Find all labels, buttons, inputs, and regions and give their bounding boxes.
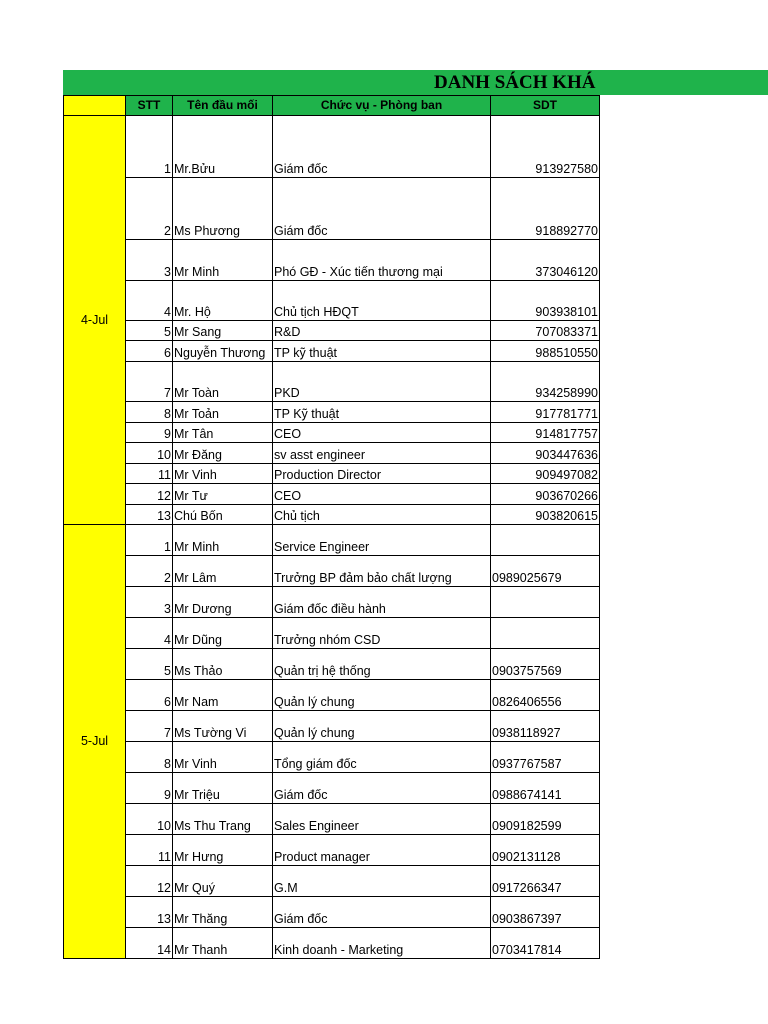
table-row — [64, 525, 600, 556]
name-cell: Mr Thăng — [173, 897, 273, 928]
name-cell: Mr Toản — [173, 402, 273, 423]
name-cell: Mr Tân — [173, 423, 273, 443]
name-cell: Mr. Hộ — [173, 281, 273, 321]
table-row — [64, 897, 600, 928]
name-cell: Nguyễn Thương — [173, 341, 273, 362]
name-cell: Mr Vinh — [173, 464, 273, 484]
name-cell: Mr Sang — [173, 321, 273, 341]
phone-cell: 913927580 — [491, 116, 600, 178]
phone-cell: 918892770 — [491, 178, 600, 240]
table-row — [64, 866, 600, 897]
phone-cell: 909497082 — [491, 464, 600, 484]
table-row — [64, 341, 600, 362]
stt-cell: 11 — [126, 835, 173, 866]
position-cell: Phó GĐ - Xúc tiến thương mại — [273, 240, 491, 281]
table-row — [64, 680, 600, 711]
phone-cell: 903670266 — [491, 484, 600, 505]
table-row — [64, 116, 600, 178]
position-cell: Chủ tịch — [273, 505, 491, 525]
position-cell: TP kỹ thuật — [273, 341, 491, 362]
stt-cell: 3 — [126, 587, 173, 618]
stt-cell: 13 — [126, 897, 173, 928]
name-cell: Mr Nam — [173, 680, 273, 711]
table-row — [64, 556, 600, 587]
name-cell: Mr.Bửu — [173, 116, 273, 178]
sheet-title: DANH SÁCH KHÁ — [434, 72, 596, 93]
stt-cell: 9 — [126, 423, 173, 443]
stt-cell: 14 — [126, 928, 173, 959]
header-date-cell — [64, 96, 126, 116]
stt-cell: 6 — [126, 680, 173, 711]
stt-cell: 1 — [126, 525, 173, 556]
header-name: Tên đầu mối — [173, 96, 273, 116]
name-cell: Ms Tường Vi — [173, 711, 273, 742]
table-row — [64, 402, 600, 423]
name-cell: Mr Tư — [173, 484, 273, 505]
table-row — [64, 443, 600, 464]
header-row — [64, 96, 600, 116]
position-cell: Kinh doanh - Marketing — [273, 928, 491, 959]
phone-cell — [491, 618, 600, 649]
table-row — [64, 464, 600, 484]
phone-cell: 903938101 — [491, 281, 600, 321]
position-cell: Quản lý chung — [273, 680, 491, 711]
phone-cell: 0917266347 — [491, 866, 600, 897]
position-cell: Sales Engineer — [273, 804, 491, 835]
name-cell: Chú Bốn — [173, 505, 273, 525]
position-cell: Giám đốc — [273, 178, 491, 240]
phone-cell: 0903757569 — [491, 649, 600, 680]
phone-cell: 0909182599 — [491, 804, 600, 835]
name-cell: Mr Thanh — [173, 928, 273, 959]
position-cell: G.M — [273, 866, 491, 897]
stt-cell: 9 — [126, 773, 173, 804]
stt-cell: 4 — [126, 281, 173, 321]
stt-cell: 12 — [126, 866, 173, 897]
phone-cell: 707083371 — [491, 321, 600, 341]
phone-cell: 903820615 — [491, 505, 600, 525]
position-cell: Chủ tịch HĐQT — [273, 281, 491, 321]
phone-cell: 917781771 — [491, 402, 600, 423]
table-row — [64, 711, 600, 742]
stt-cell: 8 — [126, 742, 173, 773]
stt-cell: 6 — [126, 341, 173, 362]
stt-cell: 1 — [126, 116, 173, 178]
phone-cell: 0988674141 — [491, 773, 600, 804]
position-cell: Giám đốc — [273, 773, 491, 804]
stt-cell: 4 — [126, 618, 173, 649]
name-cell: Ms Phương — [173, 178, 273, 240]
name-cell: Mr Dũng — [173, 618, 273, 649]
position-cell: Product manager — [273, 835, 491, 866]
phone-cell: 0902131128 — [491, 835, 600, 866]
phone-cell: 373046120 — [491, 240, 600, 281]
date-cell: 4-Jul — [64, 116, 126, 525]
position-cell: Trưởng nhóm CSD — [273, 618, 491, 649]
phone-cell: 0703417814 — [491, 928, 600, 959]
position-cell: CEO — [273, 423, 491, 443]
table-row — [64, 423, 600, 443]
stt-cell: 13 — [126, 505, 173, 525]
phone-cell — [491, 587, 600, 618]
name-cell: Mr Triệu — [173, 773, 273, 804]
phone-cell: 0826406556 — [491, 680, 600, 711]
stt-cell: 5 — [126, 649, 173, 680]
stt-cell: 11 — [126, 464, 173, 484]
phone-cell: 0989025679 — [491, 556, 600, 587]
table-row — [64, 587, 600, 618]
table-row — [64, 505, 600, 525]
table-row — [64, 649, 600, 680]
name-cell: Mr Đăng — [173, 443, 273, 464]
stt-cell: 10 — [126, 804, 173, 835]
phone-cell: 988510550 — [491, 341, 600, 362]
table-row — [64, 484, 600, 505]
phone-cell: 914817757 — [491, 423, 600, 443]
header-position: Chức vụ - Phòng ban — [273, 96, 491, 116]
position-cell: Quản lý chung — [273, 711, 491, 742]
table-row — [64, 835, 600, 866]
date-cell: 5-Jul — [64, 525, 126, 959]
name-cell: Mr Toàn — [173, 362, 273, 402]
header-phone: SDT — [491, 96, 600, 116]
stt-cell: 10 — [126, 443, 173, 464]
name-cell: Mr Quý — [173, 866, 273, 897]
table-row — [64, 240, 600, 281]
contact-table — [63, 95, 600, 959]
stt-cell: 3 — [126, 240, 173, 281]
table-row — [64, 773, 600, 804]
header-stt: STT — [126, 96, 173, 116]
position-cell: PKD — [273, 362, 491, 402]
name-cell: Mr Minh — [173, 525, 273, 556]
position-cell: Giám đốc — [273, 116, 491, 178]
phone-cell: 903447636 — [491, 443, 600, 464]
stt-cell: 12 — [126, 484, 173, 505]
table-row — [64, 618, 600, 649]
stt-cell: 7 — [126, 362, 173, 402]
name-cell: Mr Lâm — [173, 556, 273, 587]
phone-cell: 0938118927 — [491, 711, 600, 742]
name-cell: Ms Thảo — [173, 649, 273, 680]
position-cell: Quản trị hệ thống — [273, 649, 491, 680]
position-cell: Service Engineer — [273, 525, 491, 556]
table-row — [64, 362, 600, 402]
position-cell: Production Director — [273, 464, 491, 484]
position-cell: R&D — [273, 321, 491, 341]
stt-cell: 8 — [126, 402, 173, 423]
name-cell: Ms Thu Trang — [173, 804, 273, 835]
position-cell: Giám đốc điều hành — [273, 587, 491, 618]
phone-cell: 934258990 — [491, 362, 600, 402]
position-cell: Trưởng BP đảm bảo chất lượng — [273, 556, 491, 587]
name-cell: Mr Vinh — [173, 742, 273, 773]
position-cell: TP Kỹ thuật — [273, 402, 491, 423]
table-row — [64, 928, 600, 959]
name-cell: Mr Minh — [173, 240, 273, 281]
position-cell: Giám đốc — [273, 897, 491, 928]
phone-cell: 0903867397 — [491, 897, 600, 928]
stt-cell: 7 — [126, 711, 173, 742]
table-row — [64, 804, 600, 835]
stt-cell: 2 — [126, 556, 173, 587]
phone-cell — [491, 525, 600, 556]
table-row — [64, 321, 600, 341]
table-row — [64, 281, 600, 321]
name-cell: Mr Hưng — [173, 835, 273, 866]
table-row — [64, 742, 600, 773]
position-cell: CEO — [273, 484, 491, 505]
stt-cell: 5 — [126, 321, 173, 341]
name-cell: Mr Dương — [173, 587, 273, 618]
position-cell: Tổng giám đốc — [273, 742, 491, 773]
table-row — [64, 178, 600, 240]
phone-cell: 0937767587 — [491, 742, 600, 773]
title-bar — [63, 70, 768, 95]
position-cell: sv asst engineer — [273, 443, 491, 464]
stt-cell: 2 — [126, 178, 173, 240]
